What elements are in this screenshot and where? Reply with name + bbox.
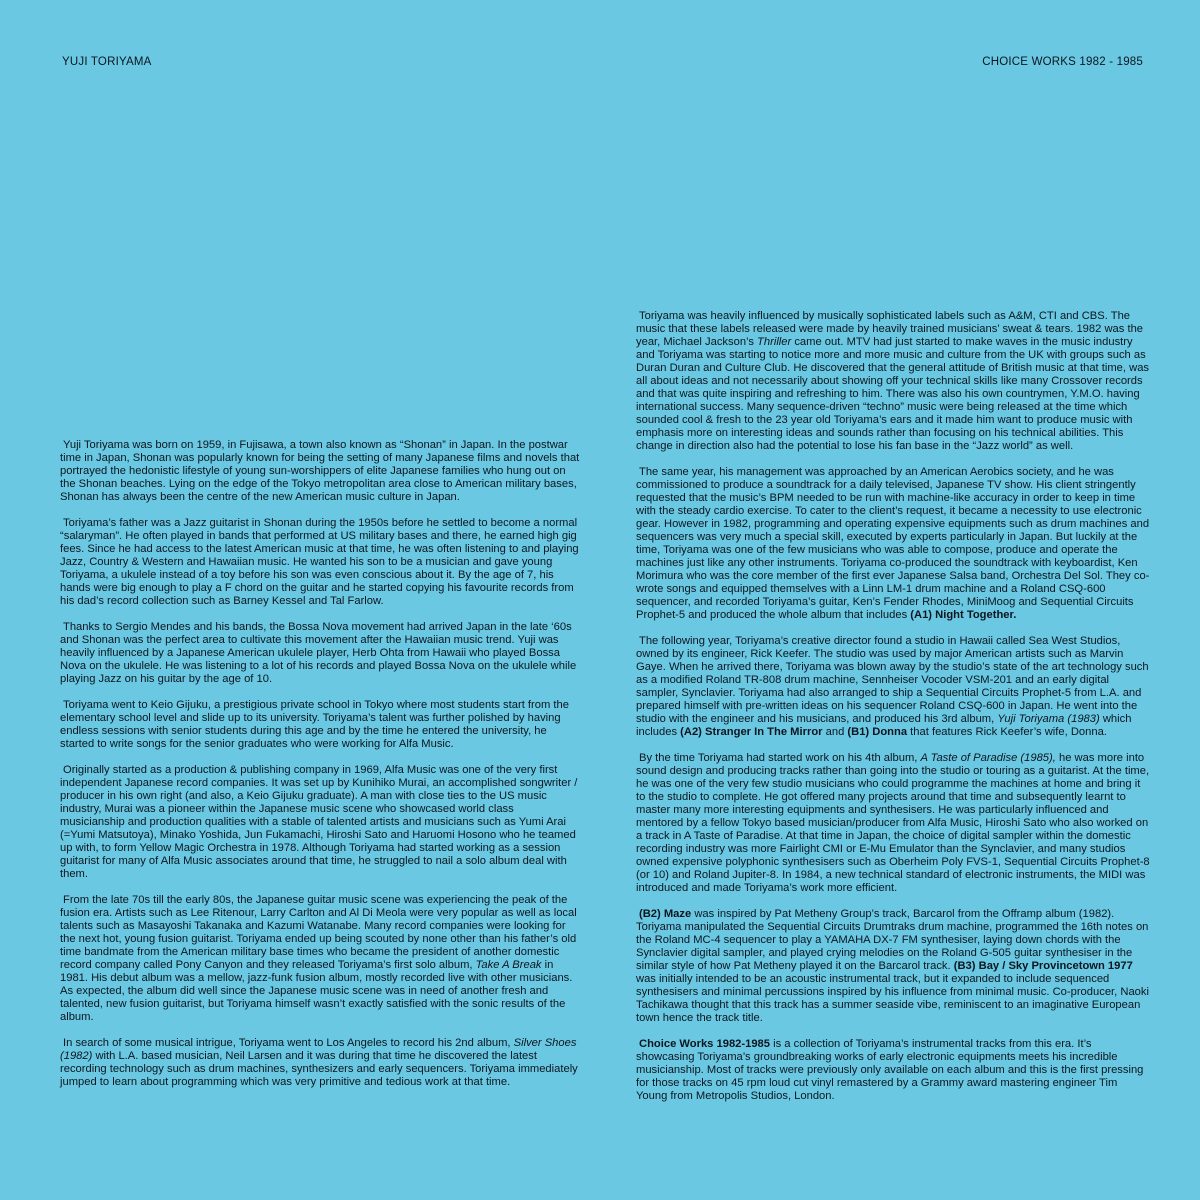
artist-name: YUJI TORIYAMA xyxy=(62,56,152,68)
album-title-thriller: Thriller xyxy=(757,336,792,348)
paragraph-maze: (B2) Maze was inspired by Pat Metheny Group’s track, Barcarol from the Offramp album (1982). Toriyama manipulated the Sequential Circuits Drumtraks drum machine, programmed the 16th notes on the Roland MC-4 sequencer to play a YAMAHA DX-7 FM synthesiser, laying down chords with the Synclavier digital sampler, and played crying melodies on the Roland G-505 guitar synthesiser in the similar style of how Pat Metheny played it on the Barcarol track. (B3) Bay / Sky Provincetown 1977 was initially intended to be an acoustic instrumental track, but it expanded to include sequenced synthesisers and minimal percussions inspired by his influence from minimal music. Co-producer, Naoki Tachikawa thought that this track has a summer seaside vibe, reminiscent to an imaginative European town hence the track title. xyxy=(636,908,1149,1024)
album-title-taste-of-paradise: A Taste of Paradise (1985), xyxy=(920,752,1056,764)
album-title-silver-shoes: Silver Shoes (1982) xyxy=(60,1037,577,1062)
track-maze: (B2) Maze xyxy=(639,908,692,920)
paragraph-bossa-nova: Thanks to Sergio Mendes and his bands, the Bossa Nova movement had arrived Japan in the late ‘60s and Shonan was the perfect area to cultivate this movement after the Hawaiian music trend. Yuji was heavily influenced by a Japanese American ukulele player, Herb Ohta from Hawaii who played Bossa Nova on the ukulele. He was listening to a lot of his records and played Bossa Nova on the ukulele while playing Jazz on his guitar by the age of 10. xyxy=(60,621,577,685)
album-title-yuji-toriyama: Yuji Toriyama (1983) xyxy=(997,713,1100,725)
paragraph-alfa-music: Originally started as a production & publishing company in 1969, Alfa Music was one of the very first independent Japanese record companies. It was set up by Kunihiko Murai, an accomplished songwriter / producer in his own right (and also, a Keio Gijuku graduate). A man with close ties to the US music industry, Murai was a pioneer within the Japanese music scene who showcased world class musicianship and production qualities with a stable of talented artists and musicians such as Yumi Arai (=Yumi Matsutoya), Minako Yoshida, Jun Fukamachi, Hiroshi Sato and Haruomi Hosono who he teamed up with, to form Yellow Magic Orchestra in 1978. Although Toriyama had started working as a session guitarist for many of Alfa Music associates around that time, he struggled to nail a solo album deal with them. xyxy=(60,764,578,880)
paragraph-fusion-era: From the late 70s till the early 80s, the Japanese guitar music scene was experiencing the peak of the fusion era. Artists such as Lee Ritenour, Larry Carlton and Al Di Meola were very popular as well as local talents such as Masayoshi Takanaka and Kazumi Watanabe. Many record companies were looking for the next hot, young fusion guitarist. Toriyama ended up being scouted by none other than his father’s old time bandmate from the American military base times who became the president of another domestic record company called Pony Canyon and they released Toriyama’s first solo album, Take A Break in 1981. His debut album was a mellow, jazz-funk fusion album, mostly recorded live with other musicians. As expected, the album did well since the Japanese music scene was in need of another fresh and talented, new fusion guitarist, but Toriyama himself wasn’t exactly satisfied with the sonic results of the album. xyxy=(60,894,577,1023)
left-text-column xyxy=(60,439,580,1102)
paragraph-choice-works: Choice Works 1982-1985 is a collection of Toriyama’s instrumental tracks from this era. It’s showcasing Toriyama’s groundbreaking works of early electronic equipments meets his incredible musicianship. Most of tracks were previously only available on each album and this is the first pressing for those tracks on 45 rpm loud cut vinyl remastered by a Grammy award mastering engineer Tim Young from Metropolis Studios, London. xyxy=(636,1038,1144,1102)
track-donna: (B1) Donna xyxy=(847,726,908,738)
track-stranger-in-the-mirror: (A2) Stranger In The Mirror xyxy=(680,726,823,738)
paragraph-aerobics: The same year, his management was approached by an American Aerobics society, and he was commissioned to produce a soundtrack for a daily televised, Japanese TV show. His client stringently requested that the music’s BPM needed to be run with machine-like accuracy in order to keep in time with the steady cardio exercise. To cater to the client’s request, it became a necessity to use electronic gear. However in 1982, programming and operating expensive equipments such as drum machines and sequencers was very much a special skill, executed by experts particularly in Japan. But luckily at the time, Toriyama was one of the few musicians who was able to compose, produce and operate the machines just like any other instruments. Toriyama co-produced the soundtrack with keyboardist, Ken Morimura who was the core member of the first ever Japanese Salsa band, Orchestra Del Sol. They co-wrote songs and equipped themselves with a Linn LM-1 drum machine and a Roland CSQ-600 sequencer, and recorded Toriyama’s guitar, Ken’s Fender Rhodes, MiniMoog and Sequential Circuits Prophet-5 and produced the whole album that includes (A1) Night Together. xyxy=(636,466,1150,621)
paragraph-keio: Toriyama went to Keio Gijuku, a prestigious private school in Tokyo where most students start from the elementary school level and slide up to its university. Toriyama’s talent was further polished by having endless sessions with senior students during this age and by the time he entered the university, he started to write songs for the senior graduates who were working for Alfa Music. xyxy=(60,699,569,750)
track-night-together: (A1) Night Together. xyxy=(910,609,1017,621)
right-text-column xyxy=(636,310,1150,1116)
album-title-take-a-break: Take A Break xyxy=(475,959,542,971)
paragraph-birth: Yuji Toriyama was born on 1959, in Fujisawa, a town also known as “Shonan” in Japan. In the postwar time in Japan, Shonan was popularly known for being the setting of many Japanese films and novels that portrayed the hedonistic lifestyle of young sun-worshippers of elite Japanese families who hung out on the Shonan beaches. Lying on the edge of the Tokyo metropolitan area close to American military bases, Shonan has always been the centre of the new American music culture in Japan. xyxy=(60,439,580,503)
compilation-title: Choice Works 1982-1985 xyxy=(639,1038,771,1050)
paragraph-hawaii: The following year, Toriyama’s creative director found a studio in Hawaii called Sea West Studios, owned by its engineer, Rick Keefer. The studio was used by major American artists such as Marvin Gaye. When he arrived there, Toriyama was blown away by the studio’s state of the art technology such as a modified Roland TR-808 drum machine, Sennheiser Vocoder VSM-201 and an early digital sampler, Synclavier. Toriyama had also arranged to ship a Sequential Circuits Prophet-5 from L.A. and prepared himself with pre-written ideas on his sequencer Roland CSQ-600 in Japan. He went into the studio with the engineer and his musicians, and produced his 3rd album, Yuji Toriyama (1983) which includes (A2) Stranger In The Mirror and (B1) Donna that features Rick Keefer’s wife, Donna. xyxy=(636,635,1149,738)
paragraph-los-angeles: In search of some musical intrigue, Toriyama went to Los Angeles to record his 2nd album, Silver Shoes (1982) with L.A. based musician, Neil Larsen and it was during that time he discovered the latest recording technology such as drum machines, synthesizers and early sequencers. Toriyama immediately jumped to learn about programming which was very primitive and tedious work at that time. xyxy=(60,1037,578,1088)
paragraph-influences: Toriyama was heavily influenced by musically sophisticated labels such as A&M, CTI and CBS. The music that these labels released were made by heavily trained musicians’ sweat & tears. 1982 was the year, Michael Jackson’s Thriller came out. MTV had just started to make waves in the music industry and Toriyama was starting to notice more and more music and culture from the UK with groups such as Duran Duran and Culture Club. He discovered that the general attitude of British music at that time, was all about ideas and not necessarily about showing off your technical skills like many Crossover records and that was quite inspiring and refreshing to him. There was also his own countrymen, Y.M.O. having international success. Many sequence-driven “techno” music were being released at the time which sounded cool & fresh to the 23 year old Toriyama’s ears and it made him want to produce music with emphasis more on interesting ideas and sounds rather than focusing on his technical abilities. This change in direction also had the potential to lose his fan base in the “Jazz world” as well. xyxy=(636,310,1150,452)
paragraph-taste-of-paradise: By the time Toriyama had started work on his 4th album, A Taste of Paradise (1985), he was more into sound design and producing tracks rather than going into the studio or touring as a guitarist. At the time, he was one of the very few studio musicians who could programme the machines at home and bring it to the studio to complete. He got offered many projects around that time and subsequently learnt to master many more interesting equipments and synthesisers. He was particularly influenced and mentored by a fellow Tokyo based musician/producer from Alfa Music, Hiroshi Sato who also worked on a track in A Taste of Paradise. At that time in Japan, the choice of digital sampler within the domestic recording industry was more Fairlight CMI or E-Mu Emulator than the Synclavier, and many studios owned expensive polyphonic synthesisers such as Oberheim Poly FVS-1, Sequential Circuits Prophet-8 (or 10) and Roland Jupiter-8. In 1984, a new technical standard of electronic instruments, the MIDI was introduced and made Toriyama’s work more efficient. xyxy=(636,752,1150,894)
track-bay-sky: (B3) Bay / Sky Provincetown 1977 xyxy=(953,960,1133,972)
paragraph-father: Toriyama’s father was a Jazz guitarist in Shonan during the 1950s before he settled to become a normal “salaryman”. He often played in bands that performed at US military bases and there, he earned high gig fees. Since he had access to the latest American music at that time, he was often listening to and playing Jazz, Country & Western and Hawaiian music. He wanted his son to be a musician and gave young Toriyama, a ukulele instead of a toy before his son was even conscious about it. By the age of 7, his hands were big enough to play a F chord on the guitar and he started copying his favourite records from his dad’s record collection such as Barney Kessel and Tal Farlow. xyxy=(60,517,579,607)
album-title: CHOICE WORKS 1982 - 1985 xyxy=(982,56,1143,68)
